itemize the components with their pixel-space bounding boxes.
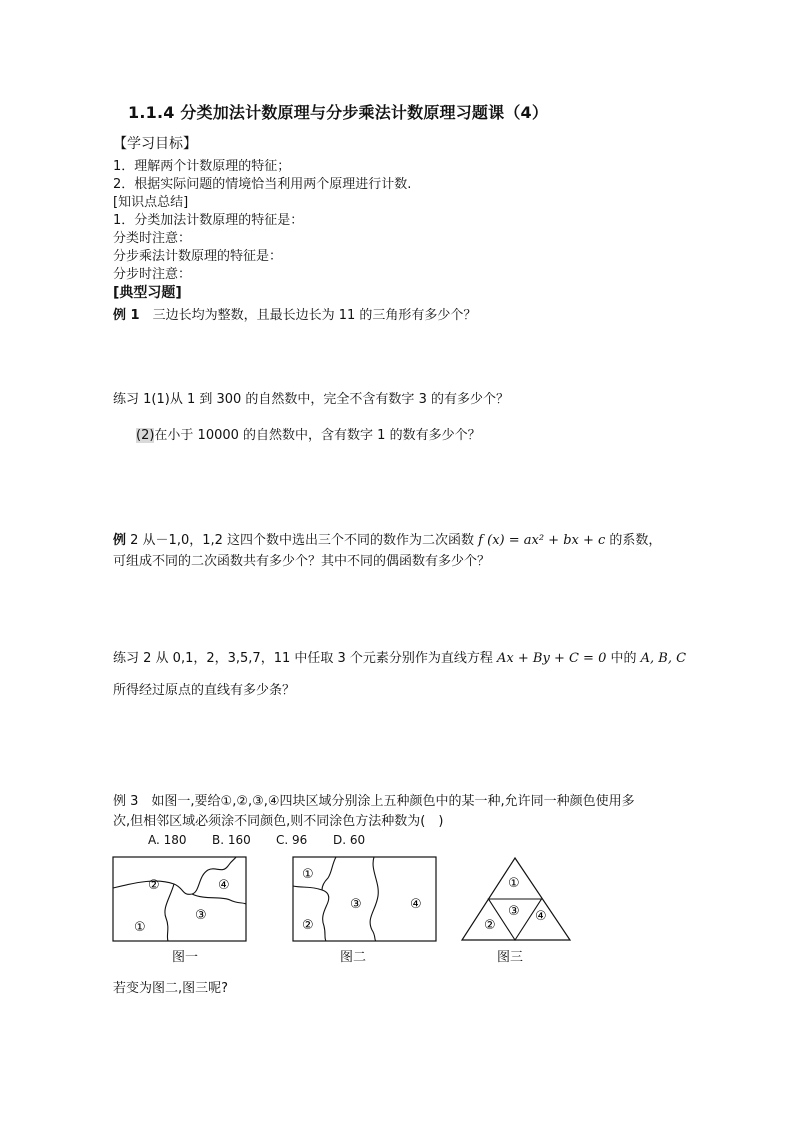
typical-heading: [典型习题] — [113, 285, 182, 301]
fig1-label-4: ④ — [218, 878, 230, 893]
example2-tail: 的系数， — [605, 533, 662, 548]
example1-label: 例 1 — [113, 308, 140, 323]
fig2-label-3: ③ — [350, 897, 362, 912]
fig2-label-2: ② — [302, 918, 314, 933]
practice2-line2: 所得经过原点的直线有多少条？ — [113, 683, 296, 698]
goal-item: 1．理解两个计数原理的特征； — [113, 159, 291, 174]
practice2-vars: A, B, C — [640, 651, 687, 666]
summary-heading: [知识点总结] — [113, 195, 189, 210]
summary-line: 1．分类加法计数原理的特征是： — [113, 213, 304, 228]
option-a: A. 180 — [148, 833, 187, 847]
fig2-label-1: ① — [302, 867, 314, 882]
fig2-label-4: ④ — [410, 897, 422, 912]
figure-2-diagram — [292, 856, 438, 944]
practice1-line1: 练习 1(1)从 1 到 300 的自然数中，完全不含有数字 3 的有多少个？ — [113, 392, 509, 407]
example1 — [113, 307, 476, 324]
fig3-label-4: ④ — [535, 909, 547, 924]
practice2-mid: 中的 — [606, 651, 641, 666]
option-d: D. 60 — [333, 833, 366, 847]
fig1-label-2: ② — [148, 878, 160, 893]
example2-line1 — [113, 532, 661, 549]
summary-line: 分步时注意： — [113, 267, 192, 282]
practice1-text: 在小于 10000 的自然数中，含有数字 1 的数有多少个？ — [154, 428, 481, 443]
example2-label: 例 — [113, 533, 127, 548]
figure-3-caption: 图三 — [497, 950, 524, 965]
figure-1-diagram — [112, 856, 248, 944]
practice2-text: 练习 2 从 0,1，2，3,5,7，11 中任取 3 个元素分别作为直线方程 — [113, 651, 498, 666]
example3-followup: 若变为图二,图三呢? — [113, 981, 229, 996]
page-title: 1.1.4 分类加法计数原理与分步乘法计数原理习题课（4） — [128, 103, 549, 122]
figure-1-caption: 图一 — [172, 950, 199, 965]
practice2-line1 — [113, 650, 686, 667]
practice1-line2 — [136, 427, 481, 444]
example3-line1: 例 3 如图一,要给①,②,③,④四块区域分别涂上五种颜色中的某一种,允许同一种颜色使用多 — [113, 794, 635, 809]
example2-formula: f (x) = ax² + bx + c — [478, 533, 606, 548]
fig1-label-3: ③ — [195, 908, 207, 923]
fig3-label-2: ② — [484, 918, 496, 933]
fig3-label-1: ① — [508, 876, 520, 891]
example2-line2: 可组成不同的二次函数共有多少个？其中不同的偶函数有多少个？ — [113, 554, 491, 569]
practice2-formula: Ax + By + C = 0 — [497, 651, 607, 666]
figure-2-caption: 图二 — [340, 950, 367, 965]
example1-text: 三边长均为整数，且最长边长为 11 的三角形有多少个？ — [139, 308, 477, 323]
fig1-label-1: ① — [134, 920, 146, 935]
summary-line: 分步乘法计数原理的特征是： — [113, 249, 283, 264]
figure-3-diagram — [460, 856, 572, 944]
fig3-label-3: ③ — [508, 904, 520, 919]
goals-heading: 【学习目标】 — [113, 136, 197, 152]
option-b: B. 160 — [212, 833, 251, 847]
summary-line: 分类时注意： — [113, 231, 192, 246]
example3-line2: 次,但相邻区域必须涂不同颜色,则不同涂色方法种数为( ) — [113, 814, 444, 829]
practice1-mark: (2) — [136, 428, 155, 443]
goal-item: 2．根据实际问题的情境恰当利用两个原理进行计数. — [113, 177, 412, 192]
option-c: C. 96 — [276, 833, 308, 847]
example2-text: 2 从－1,0，1,2 这四个数中选出三个不同的数作为二次函数 — [126, 533, 479, 548]
